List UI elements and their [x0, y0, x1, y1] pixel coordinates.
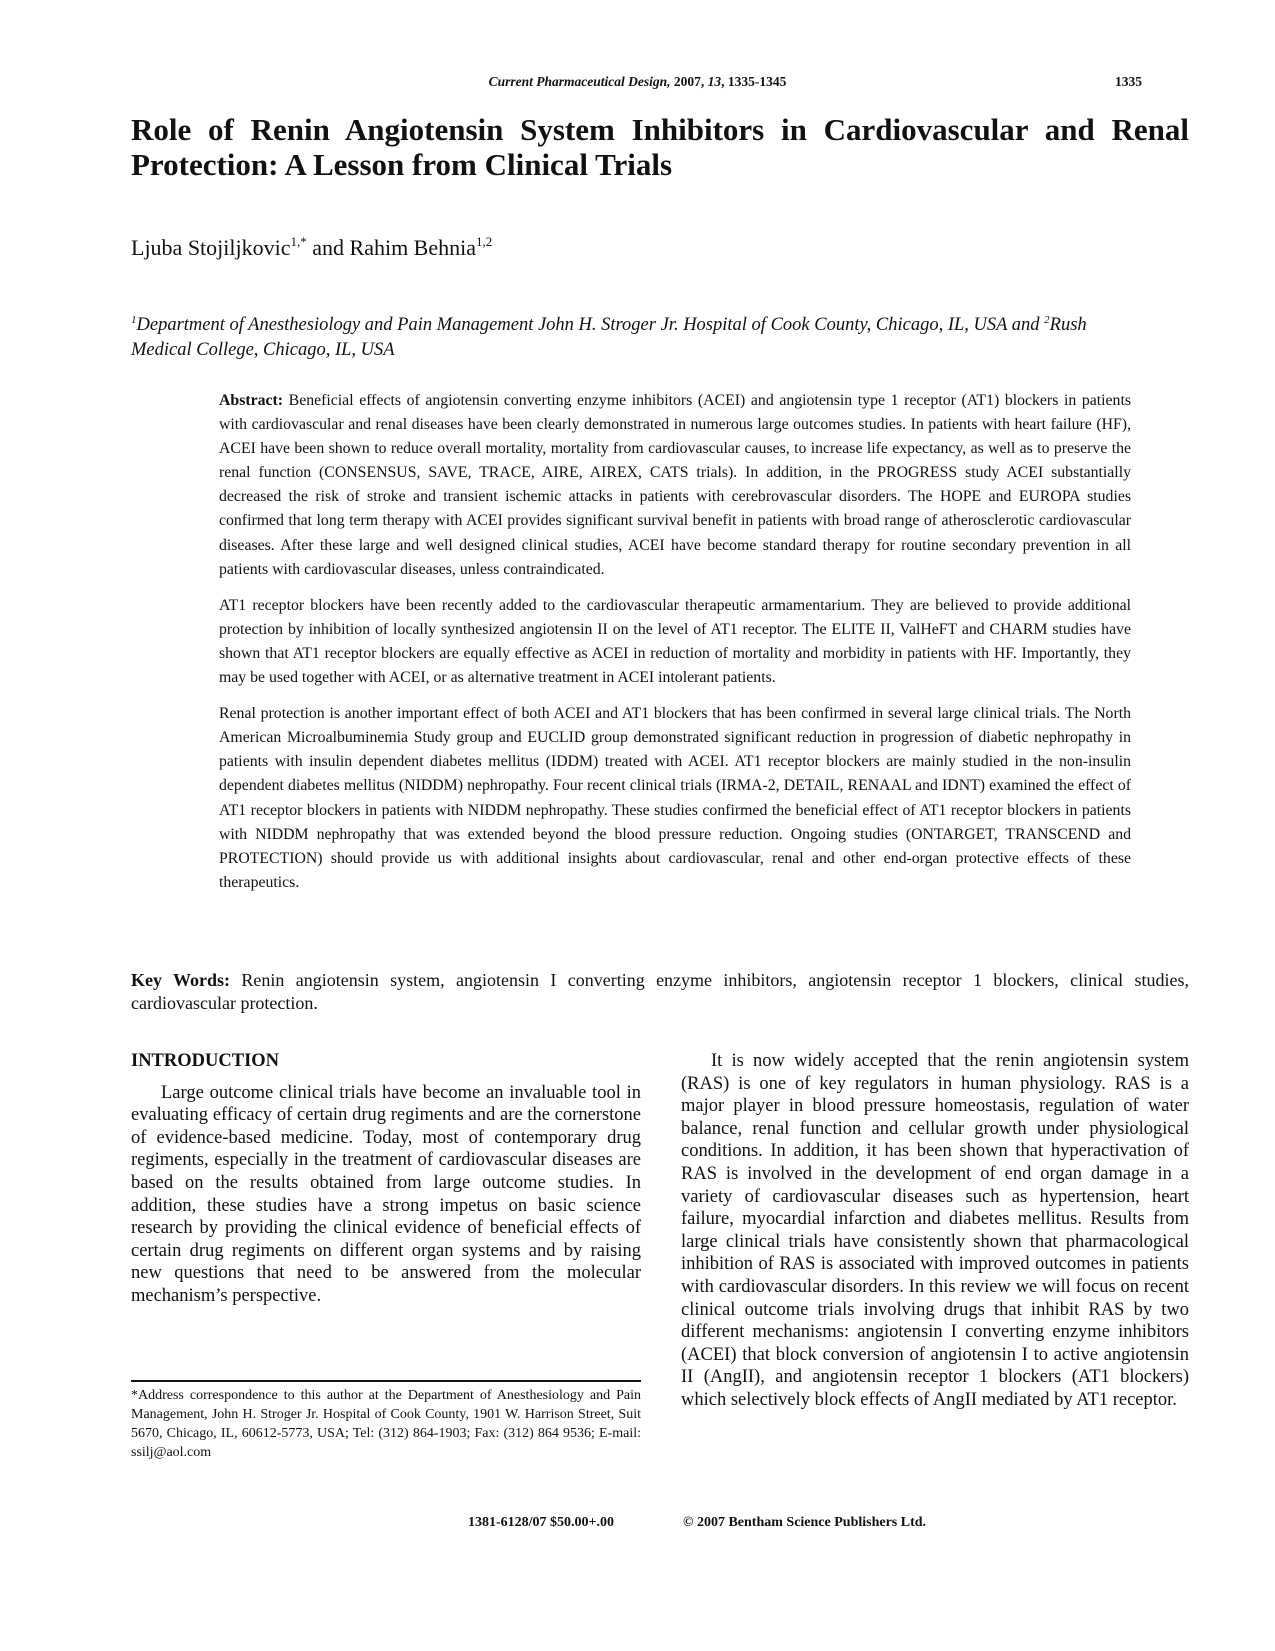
right-column [681, 1050, 1189, 1412]
author-name: Rahim Behnia [349, 235, 476, 260]
footnote-divider [131, 1380, 641, 1382]
abstract [219, 389, 1131, 907]
affiliation-text: Department of Anesthesiology and Pain Management John H. Stroger Jr. Hospital of Cook County, Chicago, IL, USA and [136, 315, 1045, 335]
keywords-text: Renin angiotensin system, angiotensin I converting enzyme inhibitors, angiotensin receptor 1 blockers, clinical studies, cardiovascular protection. [131, 970, 1190, 1013]
abstract-paragraph [219, 389, 1131, 582]
author-conjunction: and [306, 235, 350, 260]
body-paragraph: It is now widely accepted that the renin angiotensin system (RAS) is one of key regulators in human physiology. RAS is a major player in blood pressure homeostasis, regulation of water balance, renal function and cellular growth under physiological conditions. In addition, it has been shown that hyperactivation of RAS is involved in the development of end organ damage in a variety of cardiovascular diseases such as hypertension, heart failure, myocardial infarction and diabetes mellitus. Results from large clinical trials have consistently shown that pharmacological inhibition of RAS is associated with improved outcomes in patients with cardiovascular disorders. In this review we will focus on recent clinical outcome trials involving drugs that inhibit RAS by two different mechanisms: angiotensin I converting enzyme inhibitors (ACEI) that block conversion of angiotensin I to active angiotensin II (AngII), and angiotensin receptor 1 blockers (AT1 blockers) which selectively block effects of AngII mediated by AT1 receptor. [681, 1051, 1189, 1410]
affiliation-marker: 2 [1044, 314, 1050, 326]
keywords-label: Key Words: [131, 970, 231, 990]
affiliations [131, 313, 1131, 363]
paper-title: Role of Renin Angiotensin System Inhibitors in Cardiovascular and Renal Protection: A Lesson from Clinical Trials [131, 112, 1189, 182]
abstract-label: Abstract: [219, 392, 284, 409]
abstract-text: Beneficial effects of angiotensin converting enzyme inhibitors (ACEI) and angiotensin type 1 receptor (AT1) blockers in patients with cardiovascular and renal diseases have been clearly demonstrated in numerous large outcomes studies. In patients with heart failure (HF), ACEI have been shown to reduce overall mortality, mortality from cardiovascular causes, to increase life expectancy, as well as to preserve the renal function (CONSENSUS, SAVE, TRACE, AIRE, AIREX, CATS trials). In addition, in the PROGRESS study ACEI substantially decreased the risk of stroke and transient ischemic attacks in patients with cerebrovascular disorders. The HOPE and EUROPA studies confirmed that long term therapy with ACEI provides significant survival benefit in patients with broad range of atherosclerotic cardiovascular diseases. After these large and well designed clinical studies, ACEI have become standard therapy for routine secondary prevention in all patients with cardiovascular diseases, unless contraindicated. [219, 392, 1131, 578]
affiliation-marker: 1 [131, 314, 137, 326]
author-affiliation-marker: 1,2 [476, 234, 493, 249]
correspondence-footnote: *Address correspondence to this author at the Department of Anesthesiology and Pain Management, John H. Stroger Jr. Hospital of Cook County, 1901 W. Harrison Street, Suit 5670, Chicago, IL, 60612-5773, USA; Tel: (312) 864-1903; Fax: (312) 864 9536; E-mail: ssilj@aol.com [131, 1388, 641, 1460]
journal-volume: 13 [707, 74, 722, 89]
footer-copyright: © 2007 Bentham Science Publishers Ltd. [683, 1515, 927, 1530]
journal-citation [0, 74, 1275, 90]
author-affiliation-marker: 1,* [290, 234, 307, 249]
footer-issn: 1381-6128/07 $50.00+.00 [468, 1515, 615, 1530]
journal-pages: , 1335-1345 [721, 74, 787, 89]
section-heading: INTRODUCTION [131, 1051, 280, 1071]
affiliation-text: Rush Medical College, Chicago, IL, USA [131, 315, 1087, 360]
left-column [131, 1050, 641, 1308]
author-name: Ljuba Stojiljkovic [131, 235, 291, 260]
running-head [0, 74, 1275, 94]
author-list [131, 235, 492, 261]
page-number: 1335 [1115, 74, 1142, 89]
abstract-paragraph: AT1 receptor blockers have been recently added to the cardiovascular therapeutic armamentarium. They are believed to provide additional protection by inhibition of locally synthesized angiotensin II on the level of AT1 receptor. The ELITE II, ValHeFT and CHARM studies have shown that AT1 receptor blockers are equally effective as ACEI in reduction of mortality and morbidity in patients with HF. Importantly, they may be used together with ACEI, or as alternative treatment in ACEI intolerant patients. [219, 596, 1131, 687]
journal-name: Current Pharmaceutical Design, [488, 74, 671, 89]
abstract-paragraph: Renal protection is another important effect of both ACEI and AT1 blockers that has been confirmed in several large clinical trials. The North American Microalbuminemia Study group and EUCLID group demonstrated significant reduction in progression of diabetic nephropathy in patients with insulin dependent diabetes mellitus (IDDM) treated with ACEI. AT1 receptor blockers are mainly studied in the non-insulin dependent diabetes mellitus (NIDDM) nephropathy. Four recent clinical trials (IRMA-2, DETAIL, RENAAL and IDNT) examined the effect of AT1 receptor blockers in patients with NIDDM nephropathy. These studies confirmed the beneficial effect of AT1 receptor blockers in patients with NIDDM nephropathy that was extended beyond the blood pressure reduction. Ongoing studies (ONTARGET, TRANSCEND and PROTECTION) should provide us with additional insights about cardiovascular, renal and other end-organ protective effects of these therapeutics. [219, 705, 1131, 891]
journal-year: 2007, [670, 74, 708, 89]
keywords [131, 969, 1189, 1015]
body-paragraph: Large outcome clinical trials have become an invaluable tool in evaluating efficacy of certain drug regiments and are the cornerstone of evidence-based medicine. Today, most of contemporary drug regiments, especially in the treatment of cardiovascular diseases are based on the results obtained from large outcome studies. In addition, these studies have a strong impetus on basic science research by providing the clinical evidence of beneficial effects of certain drug regiments on different organ systems and by raising new questions that need to be answered from the molecular mechanism’s perspective. [131, 1082, 641, 1306]
